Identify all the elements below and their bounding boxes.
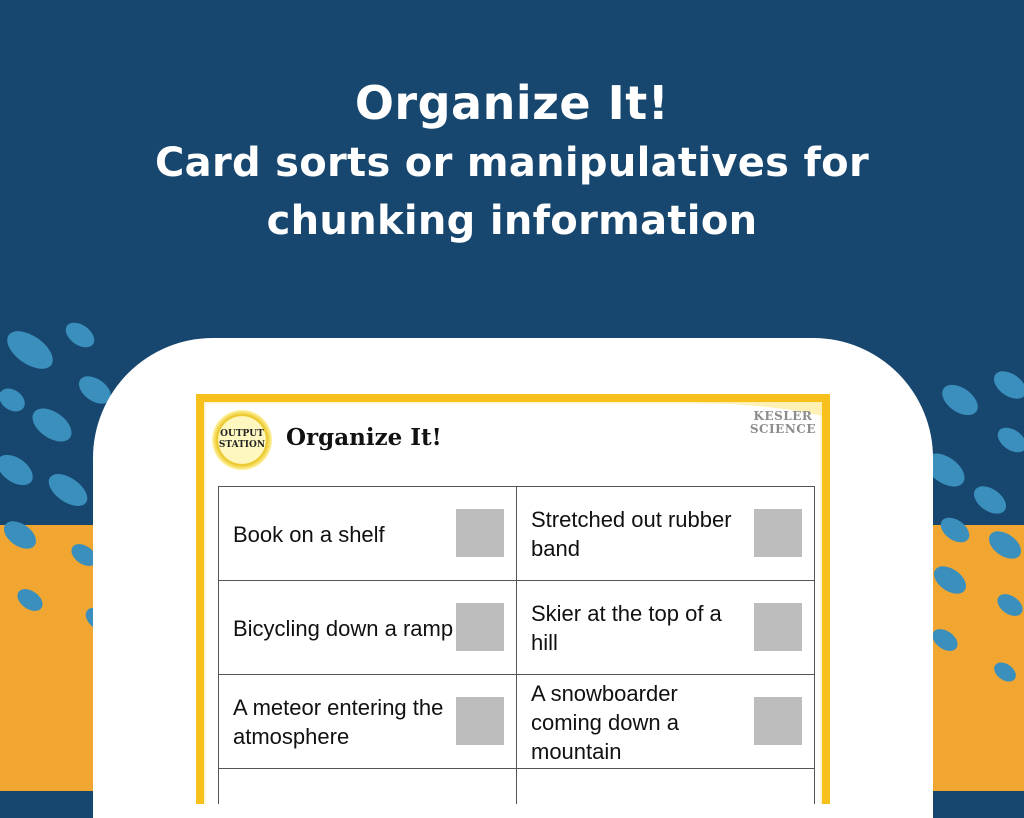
- card-row: [219, 675, 815, 769]
- output-station-badge: [212, 410, 272, 470]
- brand-line-1: KESLER: [753, 409, 813, 423]
- card-label: A meteor entering the atmosphere: [233, 695, 444, 749]
- card-checkbox[interactable]: [754, 509, 802, 557]
- card[interactable]: [219, 769, 517, 804]
- card-checkbox[interactable]: [754, 603, 802, 651]
- card[interactable]: [219, 581, 517, 675]
- card-row: [219, 487, 815, 581]
- card-grid: [218, 486, 815, 804]
- card[interactable]: [517, 675, 815, 769]
- card-checkbox[interactable]: [456, 509, 504, 557]
- card[interactable]: [517, 769, 815, 804]
- card[interactable]: [219, 487, 517, 581]
- headline: [0, 72, 1024, 250]
- card-row: [219, 581, 815, 675]
- brand-line-2: SCIENCE: [749, 422, 816, 436]
- card-label: Skier at the top of a hill: [531, 601, 722, 655]
- badge-line-1: OUTPUT: [220, 429, 264, 439]
- worksheet-border-right: [822, 394, 830, 804]
- worksheet-border-left: [196, 394, 204, 804]
- card-label: Bicycling down a ramp: [233, 615, 454, 641]
- card-checkbox[interactable]: [754, 697, 802, 745]
- worksheet-border-top: [196, 394, 830, 402]
- card-label: [531, 769, 753, 804]
- headline-subtitle: Card sorts or manipulatives for chunking information: [155, 140, 869, 244]
- card[interactable]: [219, 675, 517, 769]
- card-label: Stretched out rubber band: [531, 507, 732, 561]
- card[interactable]: [517, 581, 815, 675]
- worksheet: [196, 394, 830, 804]
- card-checkbox[interactable]: [456, 697, 504, 745]
- badge-line-2: STATION: [218, 440, 266, 450]
- brand-logo: [750, 410, 816, 436]
- headline-title: Organize It!: [354, 76, 670, 130]
- worksheet-title: Organize It!: [286, 424, 442, 451]
- card[interactable]: [517, 487, 815, 581]
- card-checkbox[interactable]: [456, 603, 504, 651]
- card-label: A snowboarder coming down a mountain: [531, 680, 679, 764]
- card-label: [233, 769, 455, 804]
- card-row: [219, 769, 815, 804]
- card-label: Book on a shelf: [233, 521, 385, 547]
